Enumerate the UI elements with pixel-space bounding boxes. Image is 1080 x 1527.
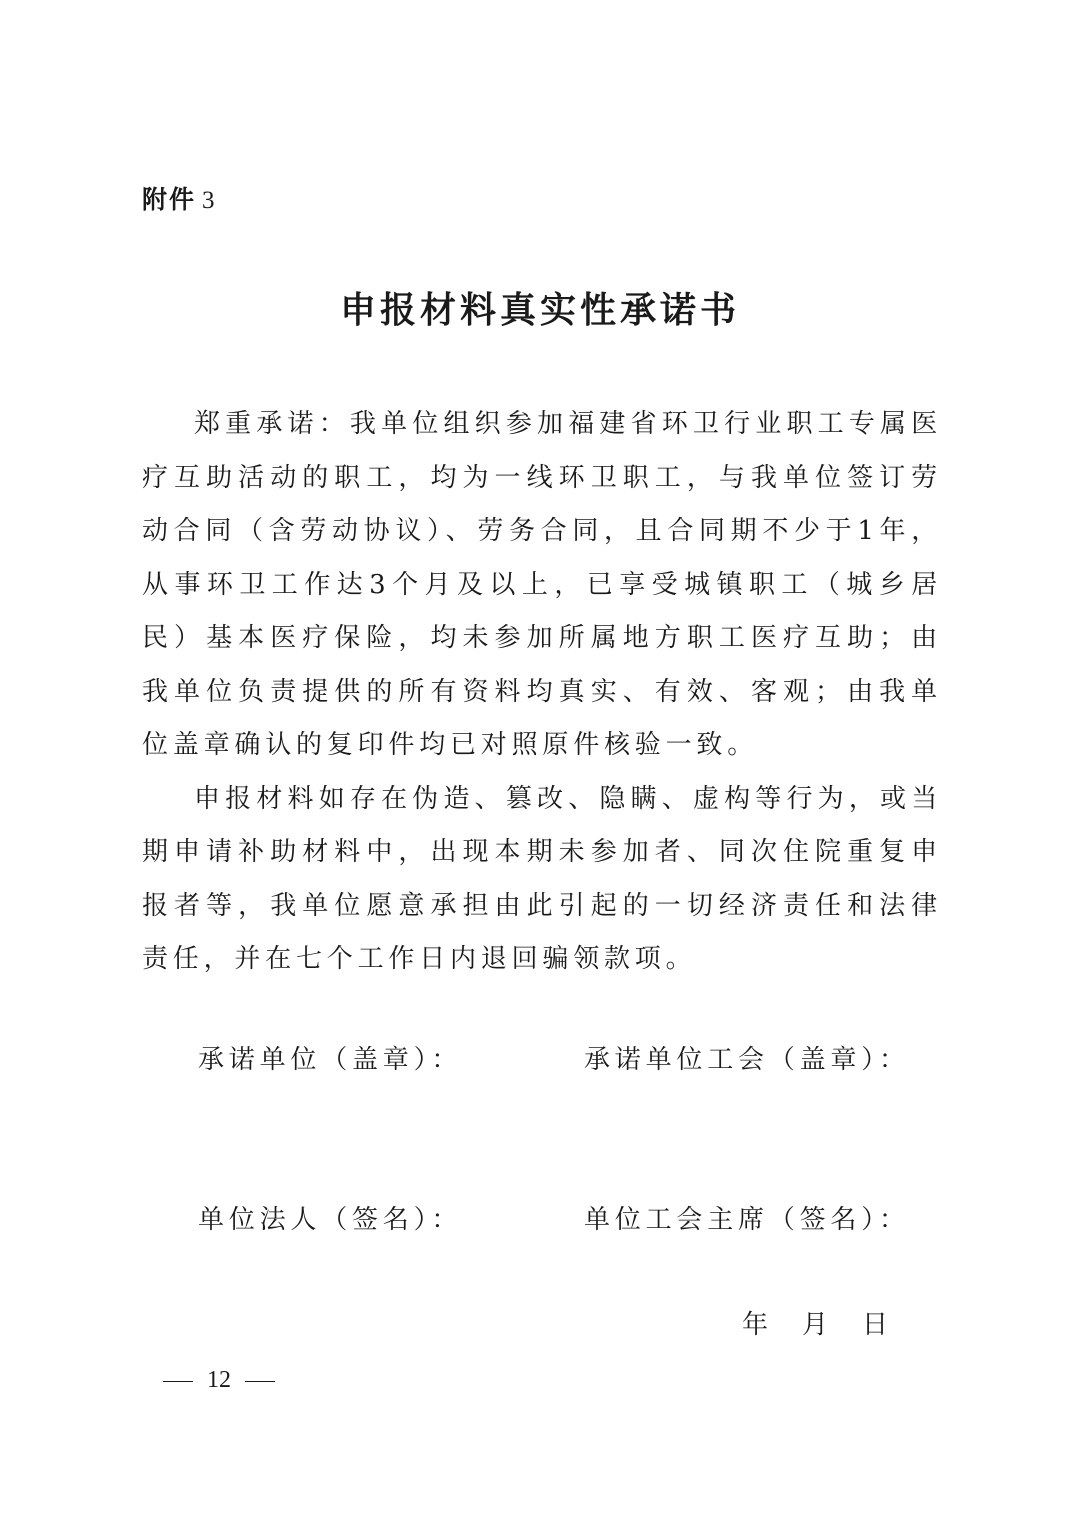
paragraph-liability: 申报材料如存在伪造、篡改、隐瞒、虚构等行为，或当期申请补助材料中，出现本期未参加者、同次住院重复申报者等，我单位愿意承担由此引起的一切经济责任和法律责任，并在七个工作日内退回骗领款项。 — [142, 783, 942, 974]
footer-dash-right — [245, 1381, 275, 1382]
footer-dash-left — [163, 1381, 193, 1382]
attachment-number: 3 — [202, 187, 217, 214]
document-body — [142, 398, 942, 987]
date-day: 日 — [862, 1310, 889, 1340]
page-number: 12 — [207, 1367, 231, 1393]
page-number-footer — [163, 1362, 275, 1398]
document-title: 申报材料真实性承诺书 — [339, 290, 740, 331]
date-line — [742, 1305, 888, 1345]
unit-seal-label: 承诺单位（盖章）： — [198, 1045, 463, 1075]
union-chair-signature-label: 单位工会主席（签名）： — [584, 1205, 910, 1235]
date-year: 年 — [742, 1310, 769, 1340]
paragraph-commitment: 郑重承诺：我单位组织参加福建省环卫行业职工专属医疗互助活动的职工，均为一线环卫职工，与我单位签订劳动合同（含劳动协议）、劳务合同，且合同期不少于1年，从事环卫工作达3个月及以上，已享受城镇职工（城乡居民）基本医疗保险，均未参加所属地方职工医疗互助；由我单位负责提供的所有资料均真实、有效、客观；由我单位盖章确认的复印件均已对照原件核验一致。 — [142, 409, 942, 760]
date-month: 月 — [802, 1310, 829, 1340]
attachment-text: 附件 — [142, 185, 197, 214]
union-seal-label: 承诺单位工会（盖章）： — [584, 1045, 910, 1075]
legal-person-signature-label: 单位法人（签名）： — [198, 1205, 463, 1235]
attachment-label — [142, 182, 217, 219]
